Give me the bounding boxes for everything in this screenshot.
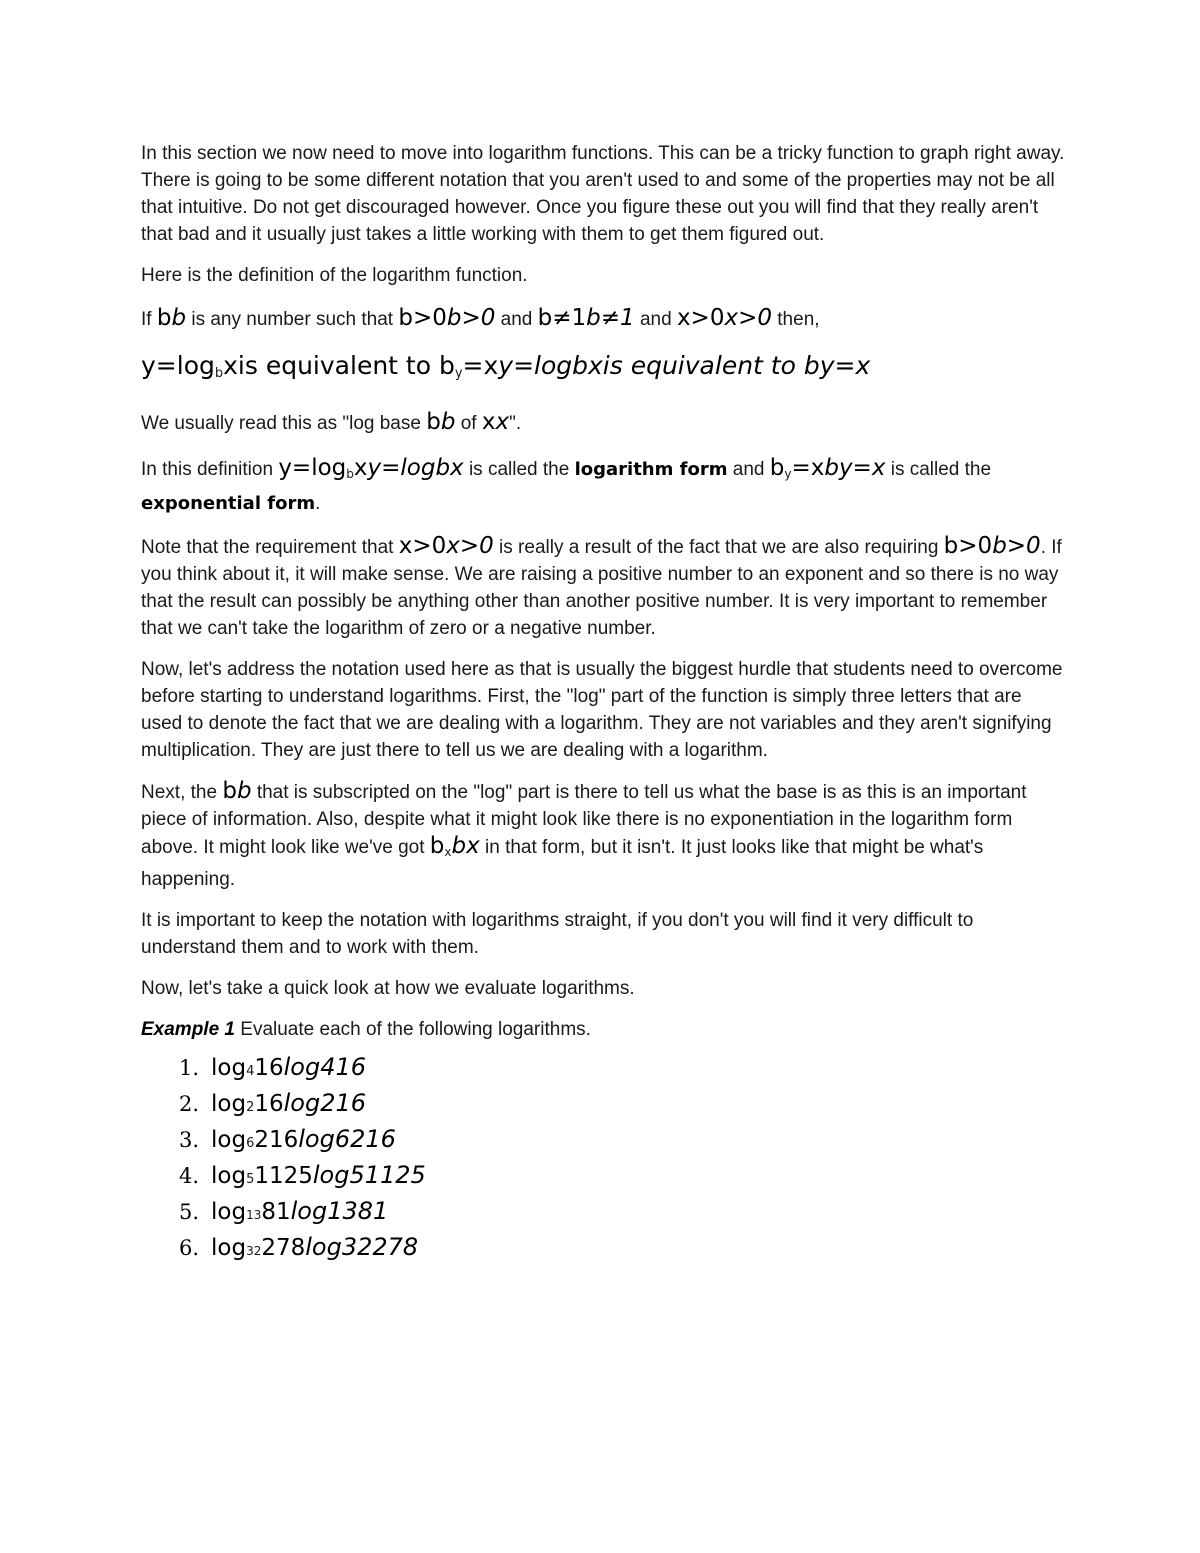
definition-intro: Here is the definition of the logarithm function. (141, 265, 528, 286)
list-item: 3. log 6 216 log6216 (178, 1125, 396, 1153)
list-item: 1. log 4 16 log416 (178, 1053, 367, 1081)
forms-paragraph: In this definition y=logbxy=logbx is called the logarithm form and by=xby=x is called the exponential form. (141, 455, 992, 514)
definition-conditions: If bb is any number such that b>0b>0 and b≠1b≠1 and x>0x>0 then, (141, 305, 820, 331)
requirement-note: Note that the requirement that x>0x>0 is really a result of the fact that we are also requiring b>0b>0. If you think about it, it will make sense. We are raising a positive number to an exponent and so there is no way that the result can possibly be anything other than another positive number. It is very important to remember that we can't take the logarithm of zero or a negative number. (141, 533, 1062, 639)
exponential-form-term: exponential form (141, 493, 316, 514)
list-item: 4. log 5 1125 log51125 (178, 1161, 426, 1189)
example-label: Example 1 (141, 1019, 235, 1040)
list-item: 5. log 13 81 log1381 (178, 1197, 389, 1225)
evaluate-paragraph: Now, let's take a quick look at how we evaluate logarithms. (141, 978, 635, 999)
example-list (141, 1049, 1066, 1265)
logarithm-form-term: logarithm form (574, 459, 728, 480)
definition-equation: $y=\log_bxis$ equivalent to $b_y=xy=logbxis$ equivalent to by=x (141, 351, 871, 381)
base-paragraph: Next, the bb that is subscripted on the "log" part is there to tell us what the base is as this is an important piece of information. Also, despite what it might look like there is no exponentiation in the logarithm form above. It might look like we've got bxbx in that form, but it isn't. It just looks like that might be what's happening. (141, 778, 1027, 890)
notation-paragraph: Now, let's address the notation used here as that is usually the biggest hurdle that students need to overcome before starting to understand logarithms. First, the "log" part of the function is simply three letters that are used to denote the fact that we are dealing with a logarithm. They are not variables and they aren't signifying multiplication. They are just there to tell us we are dealing with a logarithm. (141, 659, 1063, 761)
important-paragraph: It is important to keep the notation with logarithms straight, if you don't you will find it very difficult to understand them and to work with them. (141, 910, 974, 958)
document-page (141, 140, 1066, 1265)
list-item: 6. log 32 278 log32278 (178, 1233, 419, 1261)
example-heading: Example 1 Evaluate each of the following logarithms. (141, 1019, 591, 1040)
list-item: 2. log 2 16 log216 (178, 1089, 367, 1117)
reading-note: We usually read this as "log base bb of xx". (141, 409, 522, 435)
intro-paragraph: In this section we now need to move into logarithm functions. This can be a tricky function to graph right away. There is going to be some different notation that you aren't used to and some of the properties may not be all that intuitive. Do not get discouraged however. Once you figure these out you will find that they really aren't that bad and it usually just takes a little working with them to get them figured out. (141, 143, 1065, 245)
